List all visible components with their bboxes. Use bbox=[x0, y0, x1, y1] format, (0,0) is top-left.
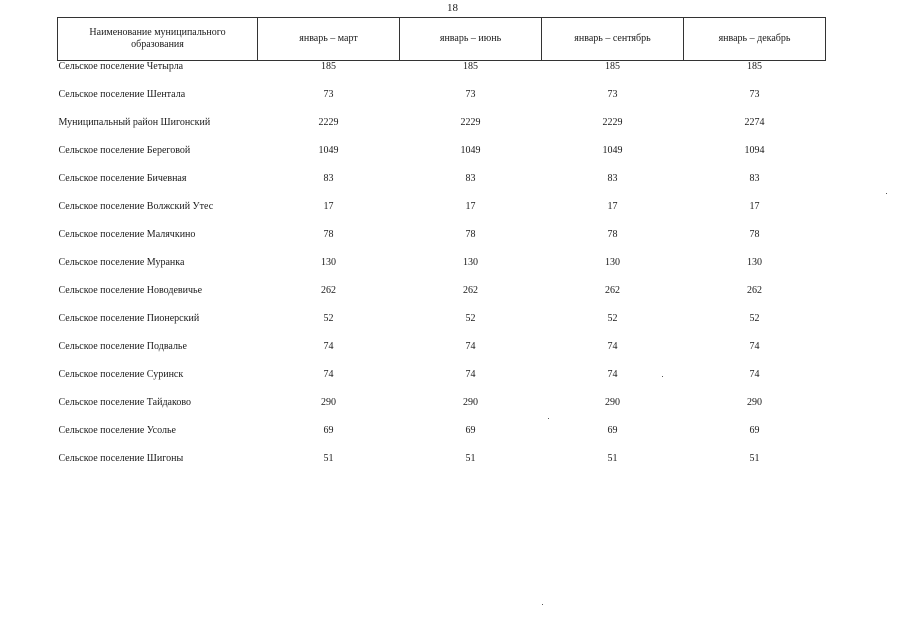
row-value-cell: 52 bbox=[323, 313, 334, 324]
table-row bbox=[58, 61, 826, 90]
header-jan-jun: январь – июнь bbox=[400, 18, 542, 61]
row-value-cell: 74 bbox=[323, 369, 334, 380]
table-row bbox=[58, 201, 826, 229]
row-value-cell: 74 bbox=[749, 341, 760, 352]
row-value-cell: 69 bbox=[607, 425, 618, 436]
row-municipality-name: Сельское поселение Волжский Утес bbox=[58, 201, 214, 212]
row-value-cell: 78 bbox=[607, 229, 618, 240]
row-municipality-name: Сельское поселение Новодевичье bbox=[58, 285, 203, 296]
table-row bbox=[58, 453, 826, 481]
scan-speck bbox=[662, 376, 663, 377]
row-municipality-name: Сельское поселение Усолье bbox=[58, 425, 176, 436]
table-header bbox=[58, 18, 826, 61]
row-value-cell: 262 bbox=[321, 285, 336, 296]
row-value-cell: 52 bbox=[607, 313, 618, 324]
row-value-cell: 130 bbox=[463, 257, 478, 268]
row-municipality-name: Муниципальный район Шигонский bbox=[58, 117, 211, 128]
table-body bbox=[58, 61, 826, 482]
scan-speck bbox=[542, 604, 543, 605]
row-value-cell: 17 bbox=[749, 201, 760, 212]
row-value-cell: 69 bbox=[323, 425, 334, 436]
row-value-cell: 51 bbox=[465, 453, 476, 464]
row-value-cell: 1049 bbox=[318, 145, 339, 156]
row-value-cell: 17 bbox=[323, 201, 334, 212]
table-row bbox=[58, 173, 826, 201]
row-value-cell: 73 bbox=[607, 89, 618, 100]
row-value-cell: 130 bbox=[605, 257, 620, 268]
table-row bbox=[58, 89, 826, 117]
table-row bbox=[58, 285, 826, 313]
row-municipality-name: Сельское поселение Подвалье bbox=[58, 341, 187, 352]
row-value-cell: 51 bbox=[607, 453, 618, 464]
row-value-cell: 51 bbox=[749, 453, 760, 464]
row-municipality-name: Сельское поселение Шентала bbox=[58, 89, 186, 100]
row-value-cell: 78 bbox=[465, 229, 476, 240]
row-value-cell: 74 bbox=[749, 369, 760, 380]
row-municipality-name: Сельское поселение Четырла bbox=[58, 61, 184, 72]
row-municipality-name: Сельское поселение Малячкино bbox=[58, 229, 196, 240]
row-value-cell: 185 bbox=[747, 61, 762, 72]
row-value-cell: 83 bbox=[323, 173, 334, 184]
row-value-cell: 185 bbox=[463, 61, 478, 72]
table-row bbox=[58, 369, 826, 397]
row-value-cell: 1049 bbox=[602, 145, 623, 156]
row-value-cell: 83 bbox=[465, 173, 476, 184]
table-row bbox=[58, 229, 826, 257]
row-municipality-name: Сельское поселение Муранка bbox=[58, 257, 185, 268]
row-value-cell: 74 bbox=[465, 341, 476, 352]
row-municipality-name: Сельское поселение Пионерский bbox=[58, 313, 200, 324]
row-value-cell: 74 bbox=[607, 369, 618, 380]
row-value-cell: 73 bbox=[749, 89, 760, 100]
header-municipality: Наименование муниципального образования bbox=[58, 18, 258, 61]
table-row bbox=[58, 313, 826, 341]
row-municipality-name: Сельское поселение Шигоны bbox=[58, 453, 184, 464]
row-value-cell: 69 bbox=[465, 425, 476, 436]
row-value-cell: 69 bbox=[749, 425, 760, 436]
row-value-cell: 1049 bbox=[460, 145, 481, 156]
row-value-cell: 185 bbox=[321, 61, 336, 72]
table-row bbox=[58, 117, 826, 145]
page-number: 18 bbox=[447, 2, 458, 14]
row-value-cell: 74 bbox=[323, 341, 334, 352]
row-value-cell: 262 bbox=[747, 285, 762, 296]
row-value-cell: 290 bbox=[747, 397, 762, 408]
table-row bbox=[58, 341, 826, 369]
row-municipality-name: Сельское поселение Бичевная bbox=[58, 173, 187, 184]
row-value-cell: 17 bbox=[607, 201, 618, 212]
row-value-cell: 130 bbox=[747, 257, 762, 268]
table-row bbox=[58, 425, 826, 453]
row-value-cell: 73 bbox=[465, 89, 476, 100]
row-value-cell: 1094 bbox=[744, 145, 765, 156]
table-row bbox=[58, 397, 826, 425]
header-jan-mar: январь – март bbox=[258, 18, 400, 61]
row-value-cell: 74 bbox=[465, 369, 476, 380]
header-jan-sep: январь – сентябрь bbox=[542, 18, 684, 61]
row-value-cell: 51 bbox=[323, 453, 334, 464]
row-value-cell: 74 bbox=[607, 341, 618, 352]
table-row bbox=[58, 145, 826, 173]
data-table bbox=[57, 17, 826, 481]
row-value-cell: 290 bbox=[321, 397, 336, 408]
row-value-cell: 17 bbox=[465, 201, 476, 212]
row-value-cell: 52 bbox=[465, 313, 476, 324]
row-municipality-name: Сельское поселение Береговой bbox=[58, 145, 191, 156]
row-municipality-name: Сельское поселение Суринск bbox=[58, 369, 184, 380]
row-value-cell: 2229 bbox=[602, 117, 623, 128]
row-value-cell: 73 bbox=[323, 89, 334, 100]
header-jan-dec: январь – декабрь bbox=[684, 18, 826, 61]
row-value-cell: 78 bbox=[323, 229, 334, 240]
row-value-cell: 290 bbox=[605, 397, 620, 408]
row-value-cell: 52 bbox=[749, 313, 760, 324]
scan-speck bbox=[548, 418, 549, 419]
row-value-cell: 78 bbox=[749, 229, 760, 240]
scan-speck bbox=[886, 193, 887, 194]
row-value-cell: 2229 bbox=[318, 117, 339, 128]
row-value-cell: 262 bbox=[605, 285, 620, 296]
row-value-cell: 2229 bbox=[460, 117, 481, 128]
row-value-cell: 2274 bbox=[744, 117, 765, 128]
row-value-cell: 130 bbox=[321, 257, 336, 268]
table-row bbox=[58, 257, 826, 285]
row-municipality-name: Сельское поселение Тайдаково bbox=[58, 397, 191, 408]
row-value-cell: 83 bbox=[749, 173, 760, 184]
row-value-cell: 83 bbox=[607, 173, 618, 184]
row-value-cell: 185 bbox=[605, 61, 620, 72]
row-value-cell: 262 bbox=[463, 285, 478, 296]
row-value-cell: 290 bbox=[463, 397, 478, 408]
header-row bbox=[58, 18, 826, 61]
